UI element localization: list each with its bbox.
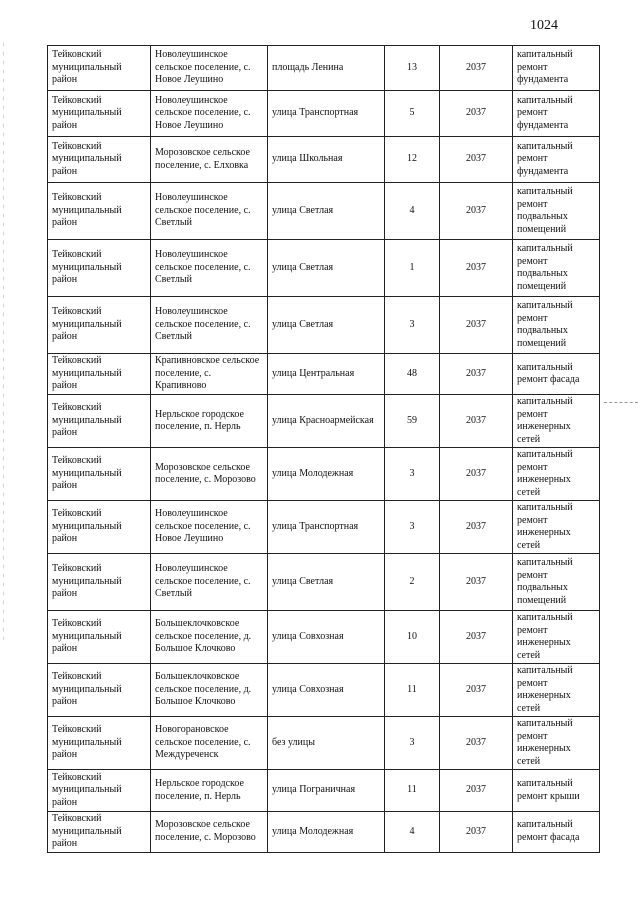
year-cell: 2037 <box>440 812 513 853</box>
table-row <box>48 297 600 354</box>
settlement-cell: Новолеушинское сельское поселение, с. Светлый <box>151 240 268 297</box>
work-type-cell: капитальный ремонт подвальных помещений <box>513 297 600 354</box>
house-number-cell: 13 <box>385 46 440 91</box>
work-type-cell: капитальный ремонт фасада <box>513 812 600 853</box>
work-type-cell: капитальный ремонт фундамента <box>513 91 600 137</box>
settlement-cell: Новогорановское сельское поселение, с. Междуреченск <box>151 717 268 770</box>
district-cell: Тейковский муниципальный район <box>48 501 151 554</box>
house-number-cell: 3 <box>385 717 440 770</box>
district-cell: Тейковский муниципальный район <box>48 183 151 240</box>
table-row <box>48 91 600 137</box>
table-row <box>48 240 600 297</box>
street-cell: улица Красноармейская <box>268 395 385 448</box>
street-cell: улица Совхозная <box>268 664 385 717</box>
table-row <box>48 611 600 664</box>
page-number: 1024 <box>530 18 558 33</box>
work-type-cell: капитальный ремонт фундамента <box>513 137 600 183</box>
street-cell: улица Транспортная <box>268 91 385 137</box>
work-type-cell: капитальный ремонт фундамента <box>513 46 600 91</box>
work-type-cell: капитальный ремонт фасада <box>513 354 600 395</box>
settlement-cell: Новолеушинское сельское поселение, с. Светлый <box>151 183 268 240</box>
house-number-cell: 11 <box>385 664 440 717</box>
year-cell: 2037 <box>440 611 513 664</box>
year-cell: 2037 <box>440 501 513 554</box>
street-cell: улица Светлая <box>268 554 385 611</box>
year-cell: 2037 <box>440 554 513 611</box>
year-cell: 2037 <box>440 240 513 297</box>
table-row <box>48 183 600 240</box>
district-cell: Тейковский муниципальный район <box>48 812 151 853</box>
year-cell: 2037 <box>440 297 513 354</box>
district-cell: Тейковский муниципальный район <box>48 554 151 611</box>
settlement-cell: Крапивновское сельское поселение, с. Крапивново <box>151 354 268 395</box>
house-number-cell: 1 <box>385 240 440 297</box>
settlement-cell: Новолеушинское сельское поселение, с. Светлый <box>151 297 268 354</box>
settlement-cell: Морозовское сельское поселение, с. Морозово <box>151 812 268 853</box>
year-cell: 2037 <box>440 395 513 448</box>
district-cell: Тейковский муниципальный район <box>48 664 151 717</box>
house-number-cell: 11 <box>385 770 440 812</box>
work-type-cell: капитальный ремонт инженерных сетей <box>513 448 600 501</box>
work-type-cell: капитальный ремонт инженерных сетей <box>513 611 600 664</box>
house-number-cell: 10 <box>385 611 440 664</box>
year-cell: 2037 <box>440 448 513 501</box>
house-number-cell: 3 <box>385 448 440 501</box>
street-cell: площадь Ленина <box>268 46 385 91</box>
table-row <box>48 354 600 395</box>
district-cell: Тейковский муниципальный район <box>48 137 151 183</box>
district-cell: Тейковский муниципальный район <box>48 240 151 297</box>
settlement-cell: Новолеушинское сельское поселение, с. Новое Леушино <box>151 46 268 91</box>
street-cell: улица Молодежная <box>268 812 385 853</box>
house-number-cell: 4 <box>385 183 440 240</box>
street-cell: улица Светлая <box>268 183 385 240</box>
table-row <box>48 812 600 853</box>
street-cell: улица Центральная <box>268 354 385 395</box>
year-cell: 2037 <box>440 717 513 770</box>
district-cell: Тейковский муниципальный район <box>48 46 151 91</box>
settlement-cell: Новолеушинское сельское поселение, с. Светлый <box>151 554 268 611</box>
street-cell: улица Пограничная <box>268 770 385 812</box>
house-number-cell: 2 <box>385 554 440 611</box>
year-cell: 2037 <box>440 354 513 395</box>
street-cell: улица Молодежная <box>268 448 385 501</box>
table-row <box>48 395 600 448</box>
house-number-cell: 59 <box>385 395 440 448</box>
work-type-cell: капитальный ремонт инженерных сетей <box>513 395 600 448</box>
table-row <box>48 664 600 717</box>
house-number-cell: 4 <box>385 812 440 853</box>
table-row <box>48 717 600 770</box>
settlement-cell: Новолеушинское сельское поселение, с. Новое Леушино <box>151 501 268 554</box>
district-cell: Тейковский муниципальный район <box>48 91 151 137</box>
house-number-cell: 3 <box>385 297 440 354</box>
district-cell: Тейковский муниципальный район <box>48 395 151 448</box>
street-cell: улица Светлая <box>268 240 385 297</box>
scan-edge-mark <box>604 402 638 403</box>
table-row <box>48 137 600 183</box>
house-number-cell: 12 <box>385 137 440 183</box>
table-row <box>48 554 600 611</box>
table-row <box>48 501 600 554</box>
year-cell: 2037 <box>440 91 513 137</box>
year-cell: 2037 <box>440 183 513 240</box>
house-number-cell: 5 <box>385 91 440 137</box>
year-cell: 2037 <box>440 46 513 91</box>
street-cell: улица Светлая <box>268 297 385 354</box>
year-cell: 2037 <box>440 770 513 812</box>
district-cell: Тейковский муниципальный район <box>48 354 151 395</box>
year-cell: 2037 <box>440 137 513 183</box>
settlement-cell: Нерльское городское поселение, п. Нерль <box>151 770 268 812</box>
work-type-cell: капитальный ремонт крыши <box>513 770 600 812</box>
table-row <box>48 448 600 501</box>
settlement-cell: Новолеушинское сельское поселение, с. Новое Леушино <box>151 91 268 137</box>
work-type-cell: капитальный ремонт инженерных сетей <box>513 501 600 554</box>
district-cell: Тейковский муниципальный район <box>48 717 151 770</box>
house-number-cell: 48 <box>385 354 440 395</box>
settlement-cell: Нерльское городское поселение, п. Нерль <box>151 395 268 448</box>
settlement-cell: Большеклочковское сельское поселение, д. Большое Клочково <box>151 664 268 717</box>
street-cell: без улицы <box>268 717 385 770</box>
work-type-cell: капитальный ремонт инженерных сетей <box>513 664 600 717</box>
work-type-cell: капитальный ремонт подвальных помещений <box>513 240 600 297</box>
street-cell: улица Транспортная <box>268 501 385 554</box>
table-row <box>48 46 600 91</box>
street-cell: улица Школьная <box>268 137 385 183</box>
settlement-cell: Большеклочковское сельское поселение, д. Большое Клочково <box>151 611 268 664</box>
district-cell: Тейковский муниципальный район <box>48 611 151 664</box>
settlement-cell: Морозовское сельское поселение, с. Морозово <box>151 448 268 501</box>
street-cell: улица Совхозная <box>268 611 385 664</box>
year-cell: 2037 <box>440 664 513 717</box>
repair-schedule-table <box>47 45 600 853</box>
work-type-cell: капитальный ремонт инженерных сетей <box>513 717 600 770</box>
district-cell: Тейковский муниципальный район <box>48 770 151 812</box>
settlement-cell: Морозовское сельское поселение, с. Елховка <box>151 137 268 183</box>
scan-edge-dots <box>2 40 5 640</box>
work-type-cell: капитальный ремонт подвальных помещений <box>513 554 600 611</box>
work-type-cell: капитальный ремонт подвальных помещений <box>513 183 600 240</box>
table-row <box>48 770 600 812</box>
district-cell: Тейковский муниципальный район <box>48 297 151 354</box>
district-cell: Тейковский муниципальный район <box>48 448 151 501</box>
house-number-cell: 3 <box>385 501 440 554</box>
